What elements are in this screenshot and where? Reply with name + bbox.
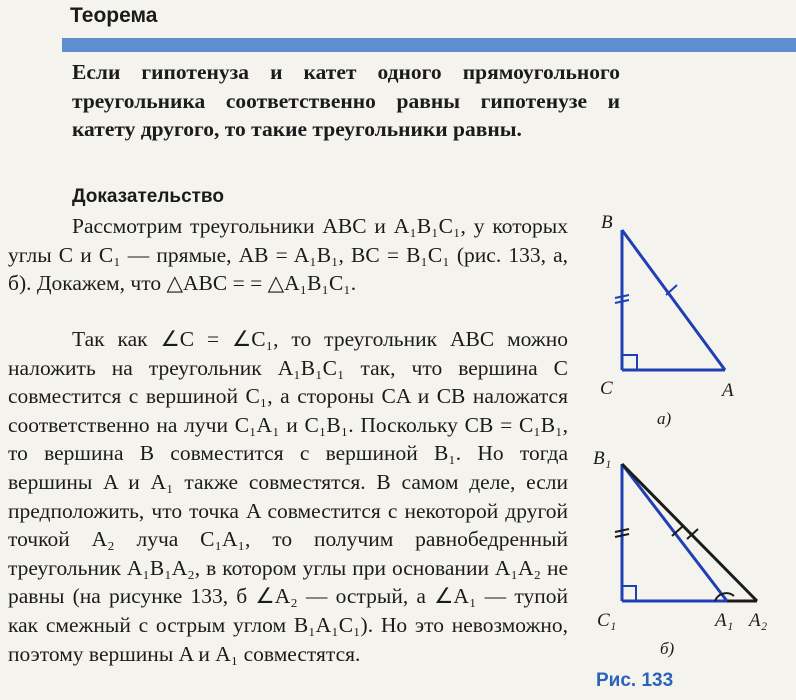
label-A: A [722,380,734,401]
label-B: B [601,212,613,233]
figure-133-a [585,210,735,430]
label-B1: B₁ [593,448,612,469]
right-angle-mark [622,586,636,601]
theorem-statement: Если гипотенуза и катет одного прямоугольного треугольника соответственно равны гипотенузе и катету другого, то такие треугольники равны. [72,60,620,141]
label-C: C [600,378,613,399]
theorem-heading: Теорема [70,4,158,27]
label-A1: A₁ [715,610,734,631]
proof-heading: Доказательство [72,186,224,207]
caption-b: б) [660,639,675,658]
caption-a: а) [657,409,672,428]
side-B1A2 [622,464,757,601]
figure-number-label: Рис. 133 [596,670,674,691]
label-A2: A₂ [749,610,768,631]
proof-paragraph-2: Так как ∠C = ∠C₁, то треугольник ABC можно наложить на треугольник A₁B₁C₁ так, что вершина C совместится с вершиной C₁, а стороны CA и CB наложатся соответственно на лучи C₁A₁ и C₁B₁. Поскольку CB = C₁B₁, то вершина B совместится с вершиной B₁. Но тогда вершины A и A₁ также совместятся. В самом деле, если предположить, что точка A совместится с некоторой другой точкой A₂ луча C₁A₁, то получим равнобедренный треугольник A₁B₁A₂, в котором углы при основании A₁A₂ не равны (на рисунке 133, б ∠A₂ — острый, а ∠A₁ — тупой как смежный с острым углом B₁A₁C₁). Но это невозможно, поэтому вершины A и A₁ совместятся. [8,327,568,666]
right-angle-mark [622,355,637,370]
side-AB [622,230,725,370]
theorem-accent-bar [62,38,796,52]
label-C1: C₁ [597,610,617,631]
figure-133-b [585,440,785,670]
proof-paragraph-1: Рассмотрим треугольники ABC и A₁B₁C₁, у которых углы C и C₁ — прямые, AB = A₁B₁, BC = B₁C₁ (рис. 133, а, б). Докажем, что △ABC = = △A₁B₁C₁. [8,214,568,296]
